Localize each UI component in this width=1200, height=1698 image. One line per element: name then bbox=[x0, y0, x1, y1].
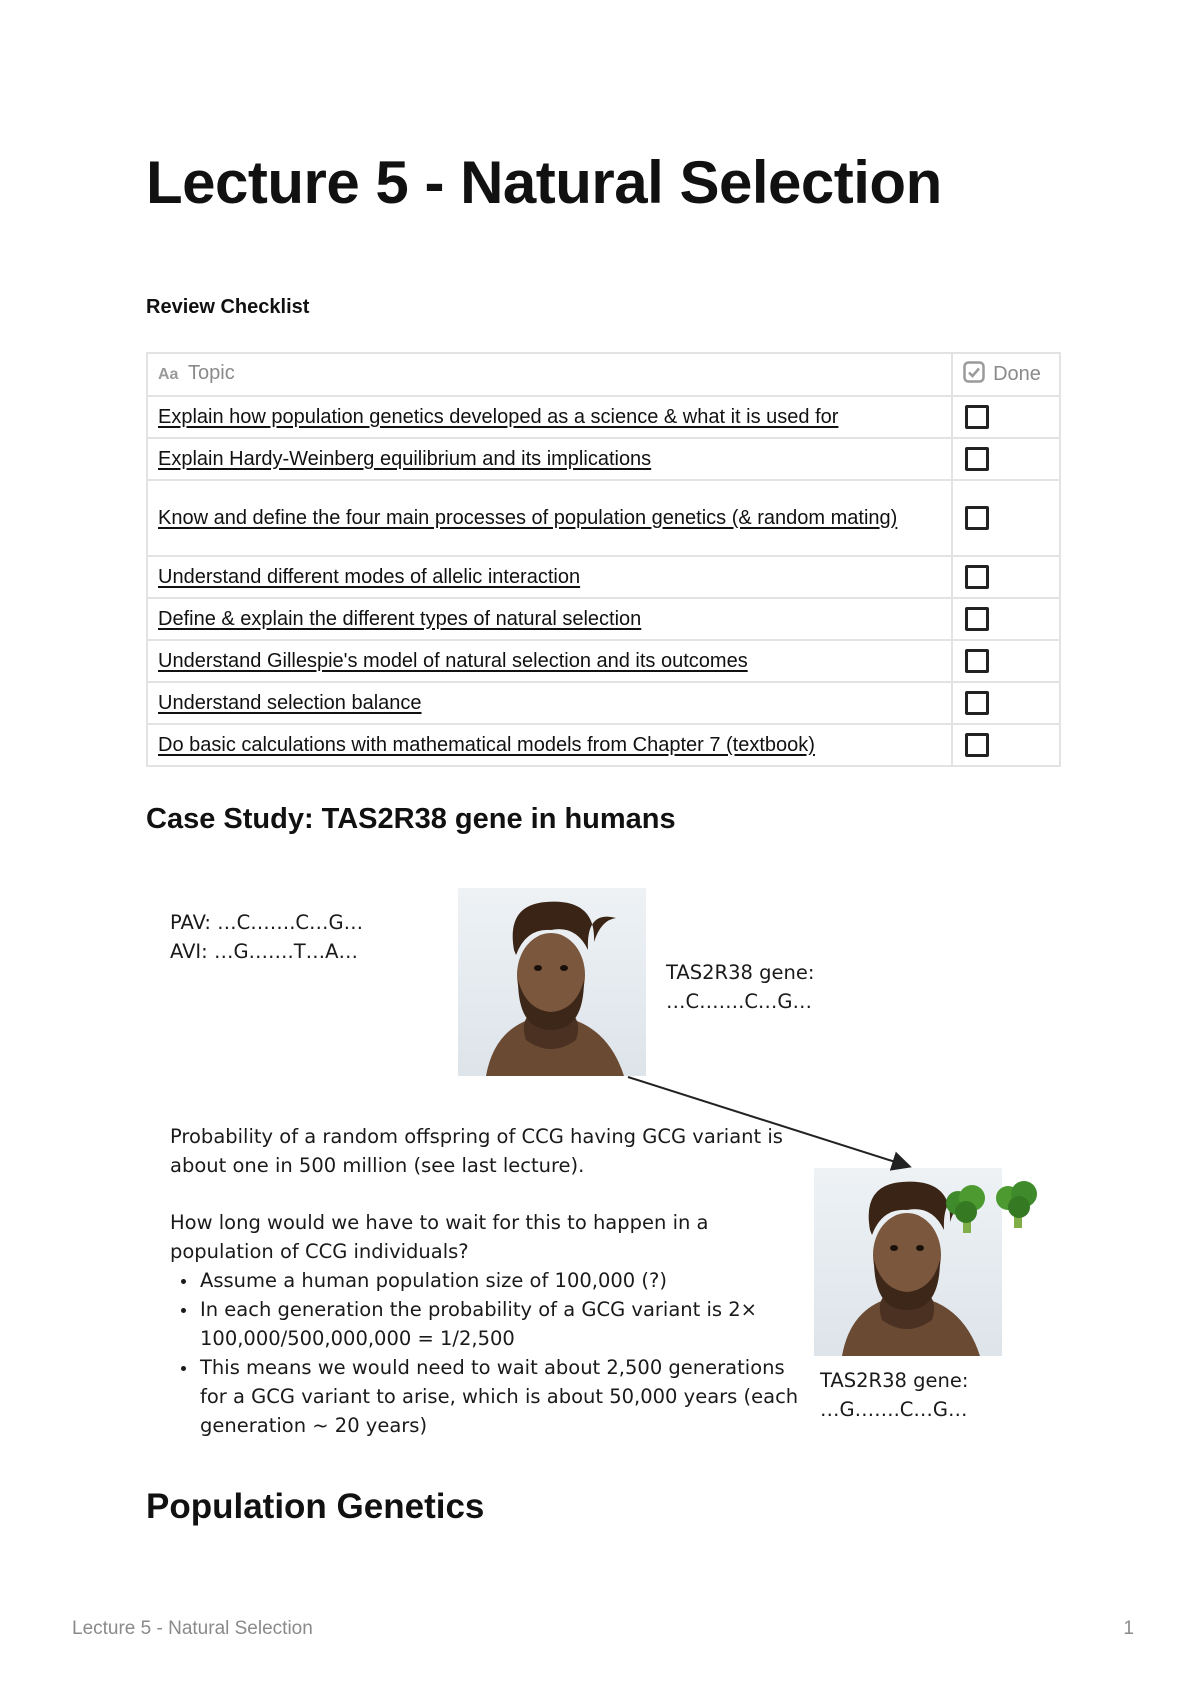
topic-cell bbox=[147, 556, 952, 598]
table-row bbox=[147, 480, 1060, 556]
table-row bbox=[147, 682, 1060, 724]
topic-link[interactable]: Understand different modes of allelic interaction bbox=[158, 565, 581, 588]
topic-cell bbox=[147, 682, 952, 724]
gene-label-2: TAS2R38 gene: bbox=[820, 1369, 969, 1392]
variant-pav: PAV: …C…….C…G… bbox=[170, 911, 364, 934]
list-item: • This means we would need to wait about 2,500 generations for a GCG variant to arise, which is about 50,000 years (each generation ~ 20 years) bbox=[198, 1353, 798, 1440]
gene-sequence-2: …G…….C…G… bbox=[820, 1398, 968, 1421]
done-cell bbox=[952, 724, 1060, 766]
case-study-slide bbox=[146, 880, 1061, 1455]
list-item: • In each generation the probability of a GCG variant is 2× 100,000/500,000,000 = 1/2,500 bbox=[198, 1295, 798, 1353]
text-property-icon bbox=[158, 364, 180, 388]
done-checkbox[interactable] bbox=[965, 506, 989, 530]
topic-cell bbox=[147, 480, 952, 556]
population-genetics-heading: Population Genetics bbox=[146, 1487, 485, 1526]
page-number: 1 bbox=[1123, 1618, 1134, 1639]
question-line-1: How long would we have to wait for this to happen in a bbox=[170, 1211, 709, 1234]
footer-title: Lecture 5 - Natural Selection bbox=[72, 1618, 313, 1639]
table-row bbox=[147, 396, 1060, 438]
question-line-2: population of CCG individuals? bbox=[170, 1240, 469, 1263]
probability-line-1: Probability of a random offspring of CCG having GCG variant is bbox=[170, 1125, 783, 1148]
case-study-heading: Case Study: TAS2R38 gene in humans bbox=[146, 803, 676, 835]
done-checkbox[interactable] bbox=[965, 565, 989, 589]
topic-link[interactable]: Do basic calculations with mathematical models from Chapter 7 (textbook) bbox=[158, 733, 815, 756]
done-cell bbox=[952, 396, 1060, 438]
table-row bbox=[147, 438, 1060, 480]
done-column-header bbox=[952, 353, 1060, 396]
topic-cell bbox=[147, 438, 952, 480]
done-checkbox[interactable] bbox=[965, 649, 989, 673]
gene-label-1: TAS2R38 gene: bbox=[666, 961, 815, 984]
review-checklist-heading: Review Checklist bbox=[146, 296, 310, 318]
table-header-row bbox=[147, 353, 1060, 396]
topic-cell bbox=[147, 396, 952, 438]
hominin-portrait-1 bbox=[458, 888, 646, 1076]
done-checkbox[interactable] bbox=[965, 691, 989, 715]
gene-callout-2 bbox=[820, 1366, 968, 1424]
table-row bbox=[147, 598, 1060, 640]
done-cell bbox=[952, 556, 1060, 598]
topic-link[interactable]: Explain Hardy-Weinberg equilibrium and its implications bbox=[158, 447, 652, 470]
done-cell bbox=[952, 480, 1060, 556]
done-cell bbox=[952, 640, 1060, 682]
topic-cell bbox=[147, 598, 952, 640]
done-checkbox[interactable] bbox=[965, 733, 989, 757]
assumption-list bbox=[170, 1266, 798, 1440]
done-header-label: Done bbox=[993, 362, 1041, 385]
review-checklist-table bbox=[146, 352, 1061, 767]
topic-header-label: Topic bbox=[188, 361, 235, 384]
topic-link[interactable]: Understand Gillespie's model of natural selection and its outcomes bbox=[158, 649, 748, 672]
probability-line-2: about one in 500 million (see last lecture). bbox=[170, 1154, 585, 1177]
page-title: Lecture 5 - Natural Selection bbox=[146, 149, 942, 216]
topic-link[interactable]: Explain how population genetics developed as a science & what it is used for bbox=[158, 405, 839, 428]
topic-link[interactable]: Know and define the four main processes of population genetics (& random mating) bbox=[158, 506, 898, 529]
topic-cell bbox=[147, 640, 952, 682]
gene-sequence-1: …C…….C…G… bbox=[666, 990, 813, 1013]
svg-text:Aa: Aa bbox=[158, 365, 179, 382]
done-cell bbox=[952, 438, 1060, 480]
done-cell bbox=[952, 598, 1060, 640]
done-cell bbox=[952, 682, 1060, 724]
list-item: • Assume a human population size of 100,000 (?) bbox=[198, 1266, 798, 1295]
table-row bbox=[147, 556, 1060, 598]
topic-link[interactable]: Understand selection balance bbox=[158, 691, 422, 714]
done-checkbox[interactable] bbox=[965, 607, 989, 631]
gene-callout-1 bbox=[666, 958, 814, 1016]
done-checkbox[interactable] bbox=[965, 447, 989, 471]
topic-column-header bbox=[147, 353, 952, 396]
topic-cell bbox=[147, 724, 952, 766]
table-row bbox=[147, 640, 1060, 682]
variant-avi: AVI: …G…….T…A… bbox=[170, 940, 359, 963]
checkbox-property-icon bbox=[963, 361, 985, 389]
variant-sequences bbox=[170, 908, 363, 966]
explanation-text bbox=[170, 1122, 798, 1440]
table-row bbox=[147, 724, 1060, 766]
done-checkbox[interactable] bbox=[965, 405, 989, 429]
topic-link[interactable]: Define & explain the different types of natural selection bbox=[158, 607, 642, 630]
